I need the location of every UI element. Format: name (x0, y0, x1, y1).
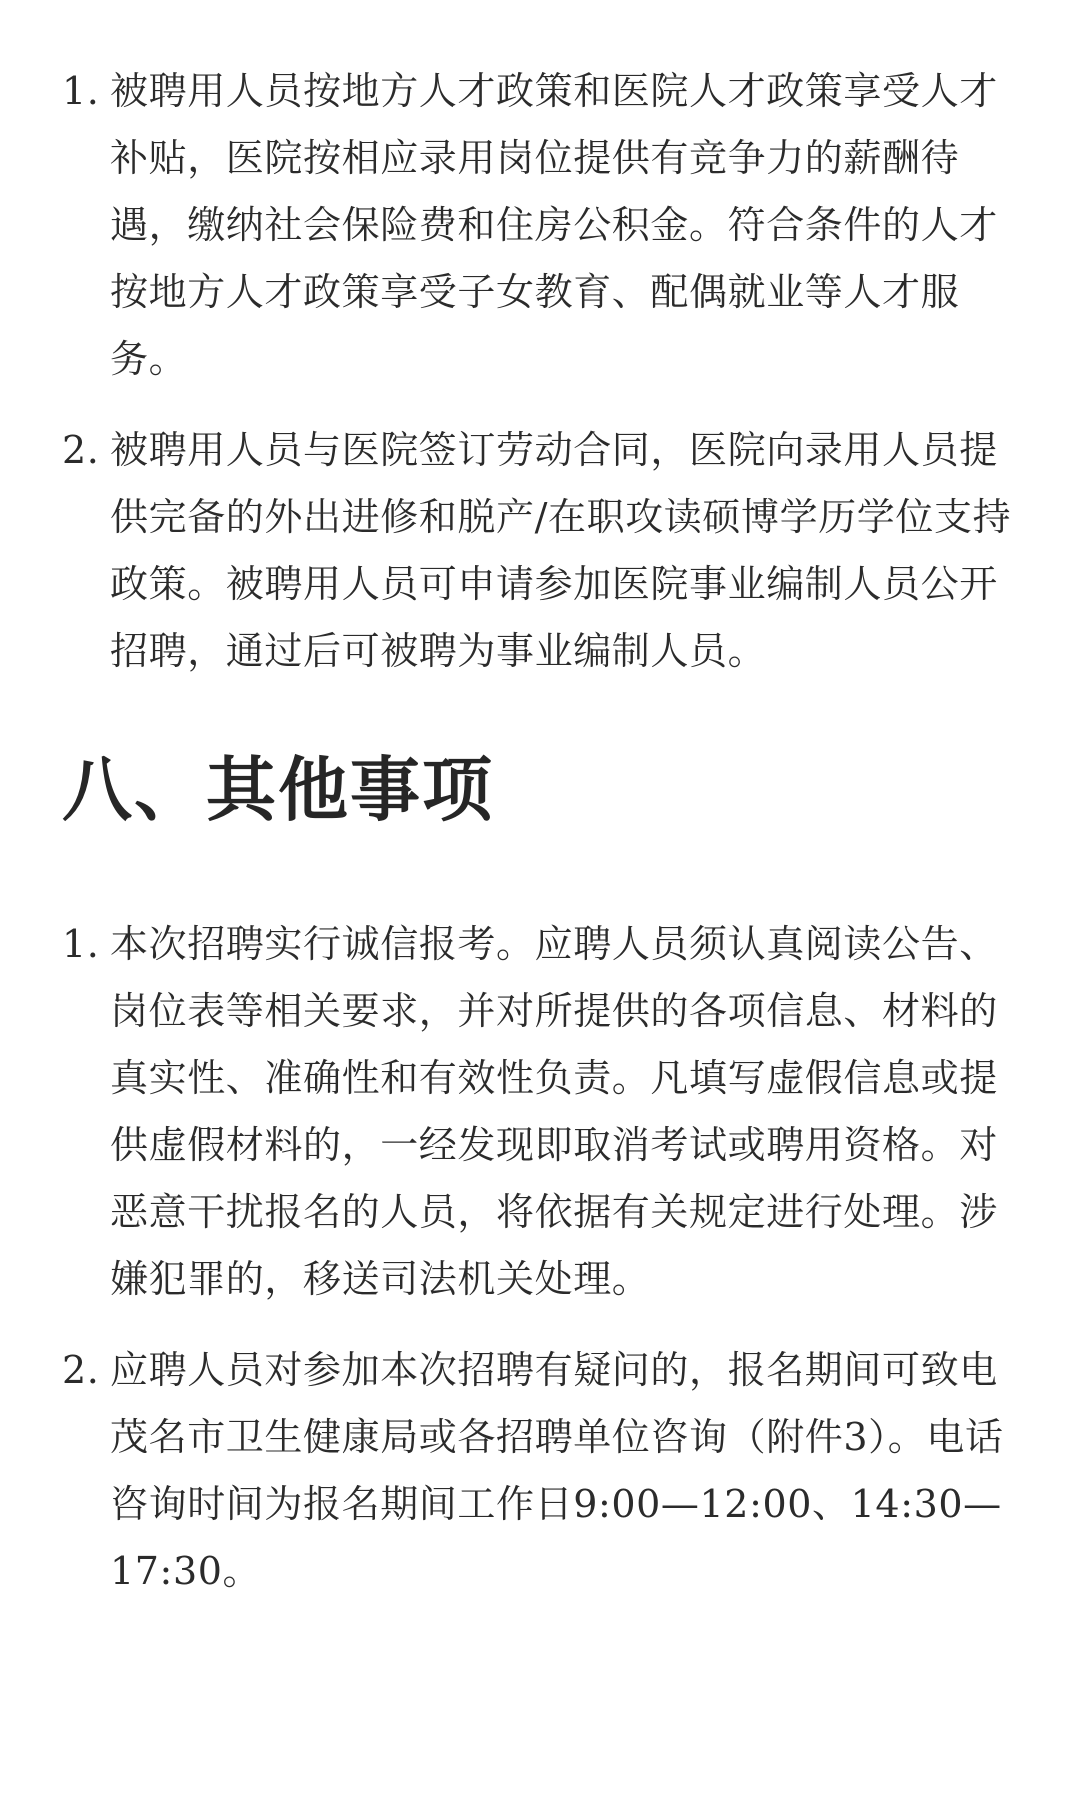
list-text: 被聘用人员按地方人才政策和医院人才政策享受人才补贴，医院按相应录用岗位提供有竞争力的薪酬待遇，缴纳社会保险费和住房公积金。符合条件的人才按地方人才政策享受子女教育、配偶就业等人才服务。 (110, 69, 998, 381)
list-number: 1. (62, 69, 100, 113)
list-text: 本次招聘实行诚信报考。应聘人员须认真阅读公告、岗位表等相关要求，并对所提供的各项信息、材料的真实性、准确性和有效性负责。凡填写虚假信息或提供虚假材料的，一经发现即取消考试或聘用资格。对恶意干扰报名的人员，将依据有关规定进行处理。涉嫌犯罪的，移送司法机关处理。 (110, 922, 998, 1301)
list-number: 1. (62, 922, 100, 966)
list-item (62, 911, 1018, 1313)
section7-list (62, 58, 1018, 685)
section-heading: 八、其他事项 (62, 748, 494, 831)
section8-list (62, 911, 1018, 1605)
list-number: 2. (62, 1348, 100, 1392)
list-item (62, 417, 1018, 685)
list-item (62, 1337, 1018, 1605)
list-text: 应聘人员对参加本次招聘有疑问的，报名期间可致电茂名市卫生健康局或各招聘单位咨询（附件3）。电话咨询时间为报名期间工作日9:00—12:00、14:30—17:30。 (110, 1348, 1004, 1593)
list-number: 2. (62, 428, 100, 472)
list-text: 被聘用人员与医院签订劳动合同，医院向录用人员提供完备的外出进修和脱产/在职攻读硕博学历学位支持政策。被聘用人员可申请参加医院事业编制人员公开招聘，通过后可被聘为事业编制人员。 (110, 428, 1012, 673)
list-item (62, 58, 1018, 393)
